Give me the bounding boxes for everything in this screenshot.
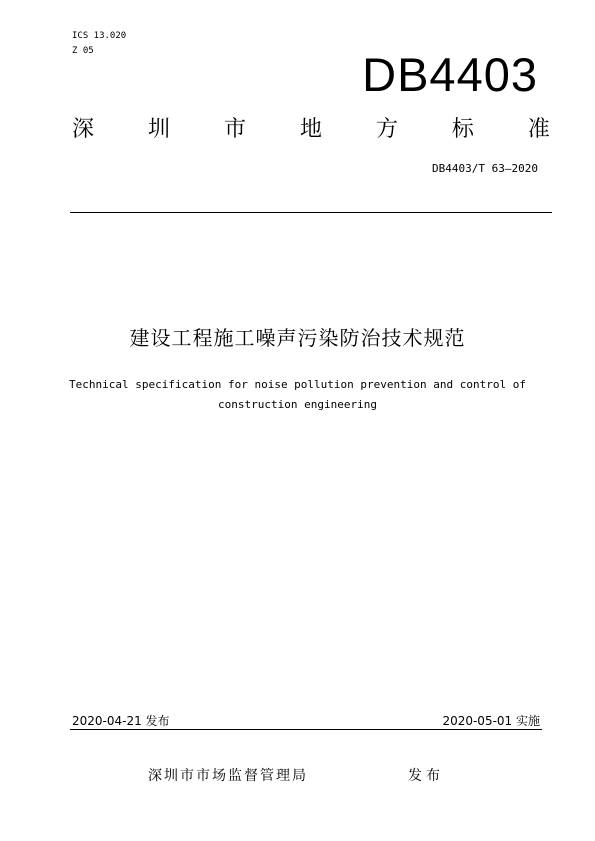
standard-code: DB4403: [362, 48, 538, 101]
standard-type-char: 圳: [147, 117, 170, 142]
ics-code: ICS 13.020: [72, 31, 127, 41]
standard-type-char: 深: [72, 117, 95, 142]
standard-type-char: 市: [223, 117, 246, 142]
footer-divider: [70, 729, 542, 730]
standard-type-char: 标: [451, 117, 474, 142]
publish-label: 发布: [408, 768, 444, 784]
standard-number: DB4403/T 63—2020: [432, 162, 538, 175]
header-divider: [70, 212, 552, 213]
standard-type-char: 地: [299, 117, 322, 142]
implementation-date: 2020-05-01 实施: [442, 714, 540, 728]
ccs-code: Z 05: [72, 46, 94, 56]
title-english: Technical specification for noise pollution prevention and control of construction engineering: [69, 378, 526, 411]
title-chinese: 建设工程施工噪声污染防治技术规范: [129, 326, 466, 350]
publisher: 深圳市市场监督管理局: [148, 768, 308, 784]
standard-type: [72, 117, 550, 143]
standard-type-char: 方: [375, 117, 398, 142]
standard-type-char: 准: [527, 117, 550, 142]
issue-date: 2020-04-21 发布: [72, 714, 170, 728]
